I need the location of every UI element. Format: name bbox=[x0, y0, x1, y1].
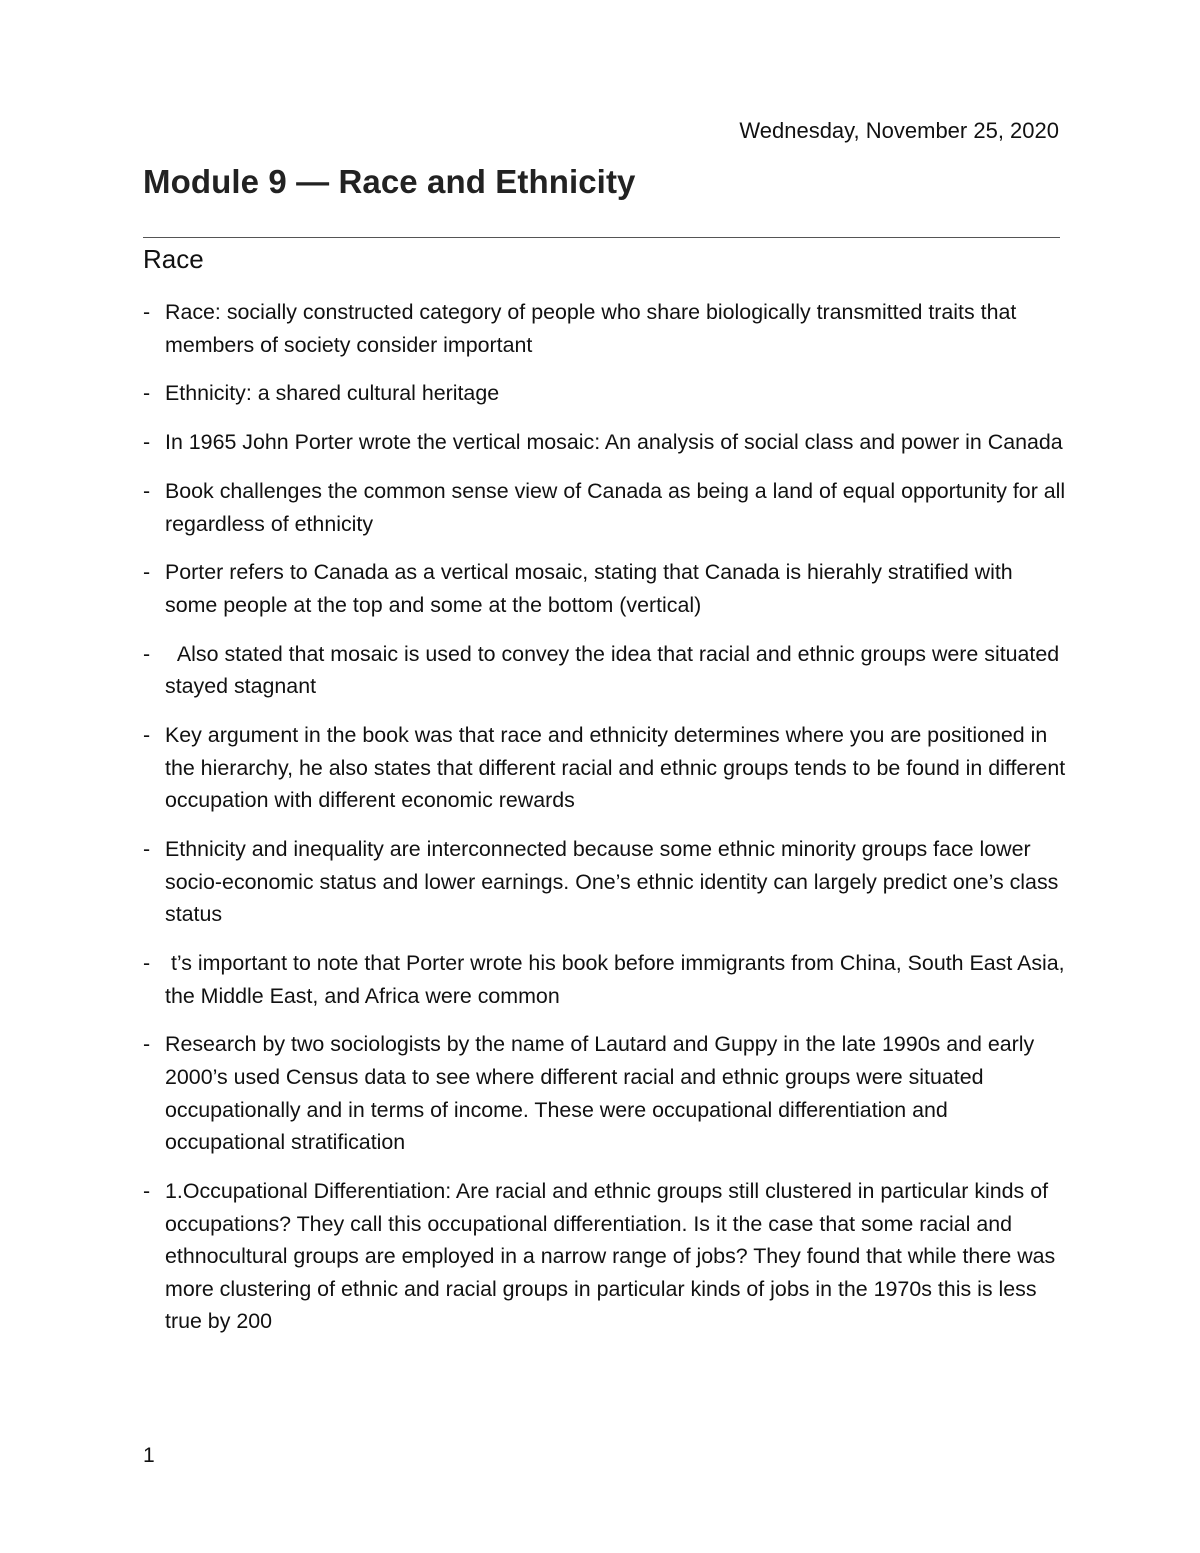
bullet-dash: - bbox=[143, 951, 151, 975]
list-item-text: Porter refers to Canada as a vertical mosaic, stating that Canada is hierahly stratified with some people at the top and some at the bottom (vertical) bbox=[165, 560, 1013, 617]
bullet-dash: - bbox=[143, 560, 151, 585]
document-title: Module 9 — Race and Ethnicity bbox=[143, 163, 636, 200]
list-item-text: Race: socially constructed category of people who share biologically transmitted traits that members of society consider important bbox=[165, 300, 1017, 357]
page-number: 1 bbox=[143, 1444, 155, 1467]
list-item bbox=[143, 426, 1068, 459]
title-divider bbox=[143, 237, 1060, 238]
list-item-text: Also stated that mosaic is used to convey the idea that racial and ethnic groups were situated stayed stagnant bbox=[165, 641, 1060, 699]
bullet-dash: - bbox=[143, 430, 151, 455]
bullet-dash: - bbox=[143, 1032, 151, 1057]
bullet-dash: - bbox=[143, 641, 151, 666]
list-item bbox=[143, 638, 1068, 703]
list-item bbox=[143, 556, 1068, 621]
list-item-text: In 1965 John Porter wrote the vertical mosaic: An analysis of social class and power in Canada bbox=[165, 430, 1063, 455]
list-item bbox=[143, 719, 1068, 817]
bullet-dash: - bbox=[143, 300, 151, 324]
list-item-text: Ethnicity: a shared cultural heritage bbox=[165, 381, 500, 406]
document-date: Wednesday, November 25, 2020 bbox=[739, 118, 1059, 143]
list-item bbox=[143, 296, 1068, 361]
bullet-dash: - bbox=[143, 723, 151, 748]
list-item bbox=[143, 475, 1068, 540]
list-item bbox=[143, 833, 1068, 931]
section-heading-race: Race bbox=[143, 244, 204, 274]
list-item bbox=[143, 947, 1068, 1012]
list-item-text: Ethnicity and inequality are interconnected because some ethnic minority groups face lower socio-economic status and lower earnings. One’s ethnic identity can largely predict one’s class status bbox=[165, 837, 1059, 927]
list-item-text: Key argument in the book was that race and ethnicity determines where you are positioned in the hierarchy, he also states that different racial and ethnic groups tends to be found in different occupation with different economic rewards bbox=[165, 723, 1066, 813]
list-item bbox=[143, 1175, 1068, 1338]
list-item-text: Book challenges the common sense view of Canada as being a land of equal opportunity for all regardless of ethnicity bbox=[165, 478, 1066, 536]
bullet-dash: - bbox=[143, 1178, 151, 1203]
list-item-text: 1.Occupational Differentiation: Are racial and ethnic groups still clustered in particular kinds of occupations? They call this occupational differentiation. Is it the case that some racial and ethnocultural groups are employed in a narrow range of jobs? They found that while there was more clustering of ethnic and racial groups in particular kinds of jobs in the 1970s this is less true by 200 bbox=[165, 1178, 1056, 1334]
bullet-dash: - bbox=[143, 478, 151, 503]
bullet-dash: - bbox=[143, 837, 151, 862]
bullet-list bbox=[143, 296, 1068, 1354]
list-item-text: Research by two sociologists by the name of Lautard and Guppy in the late 1990s and early 2000’s used Census data to see where different racial and ethnic groups were situated occupationally and in terms of income. These were occupational differentiation and occupational stratification bbox=[165, 1032, 1035, 1155]
list-item bbox=[143, 377, 1068, 410]
list-item-text: t’s important to note that Porter wrote his book before immigrants from China, South East Asia, the Middle East, and Africa were common bbox=[165, 951, 1065, 1008]
list-item bbox=[143, 1028, 1068, 1158]
bullet-dash: - bbox=[143, 381, 151, 406]
